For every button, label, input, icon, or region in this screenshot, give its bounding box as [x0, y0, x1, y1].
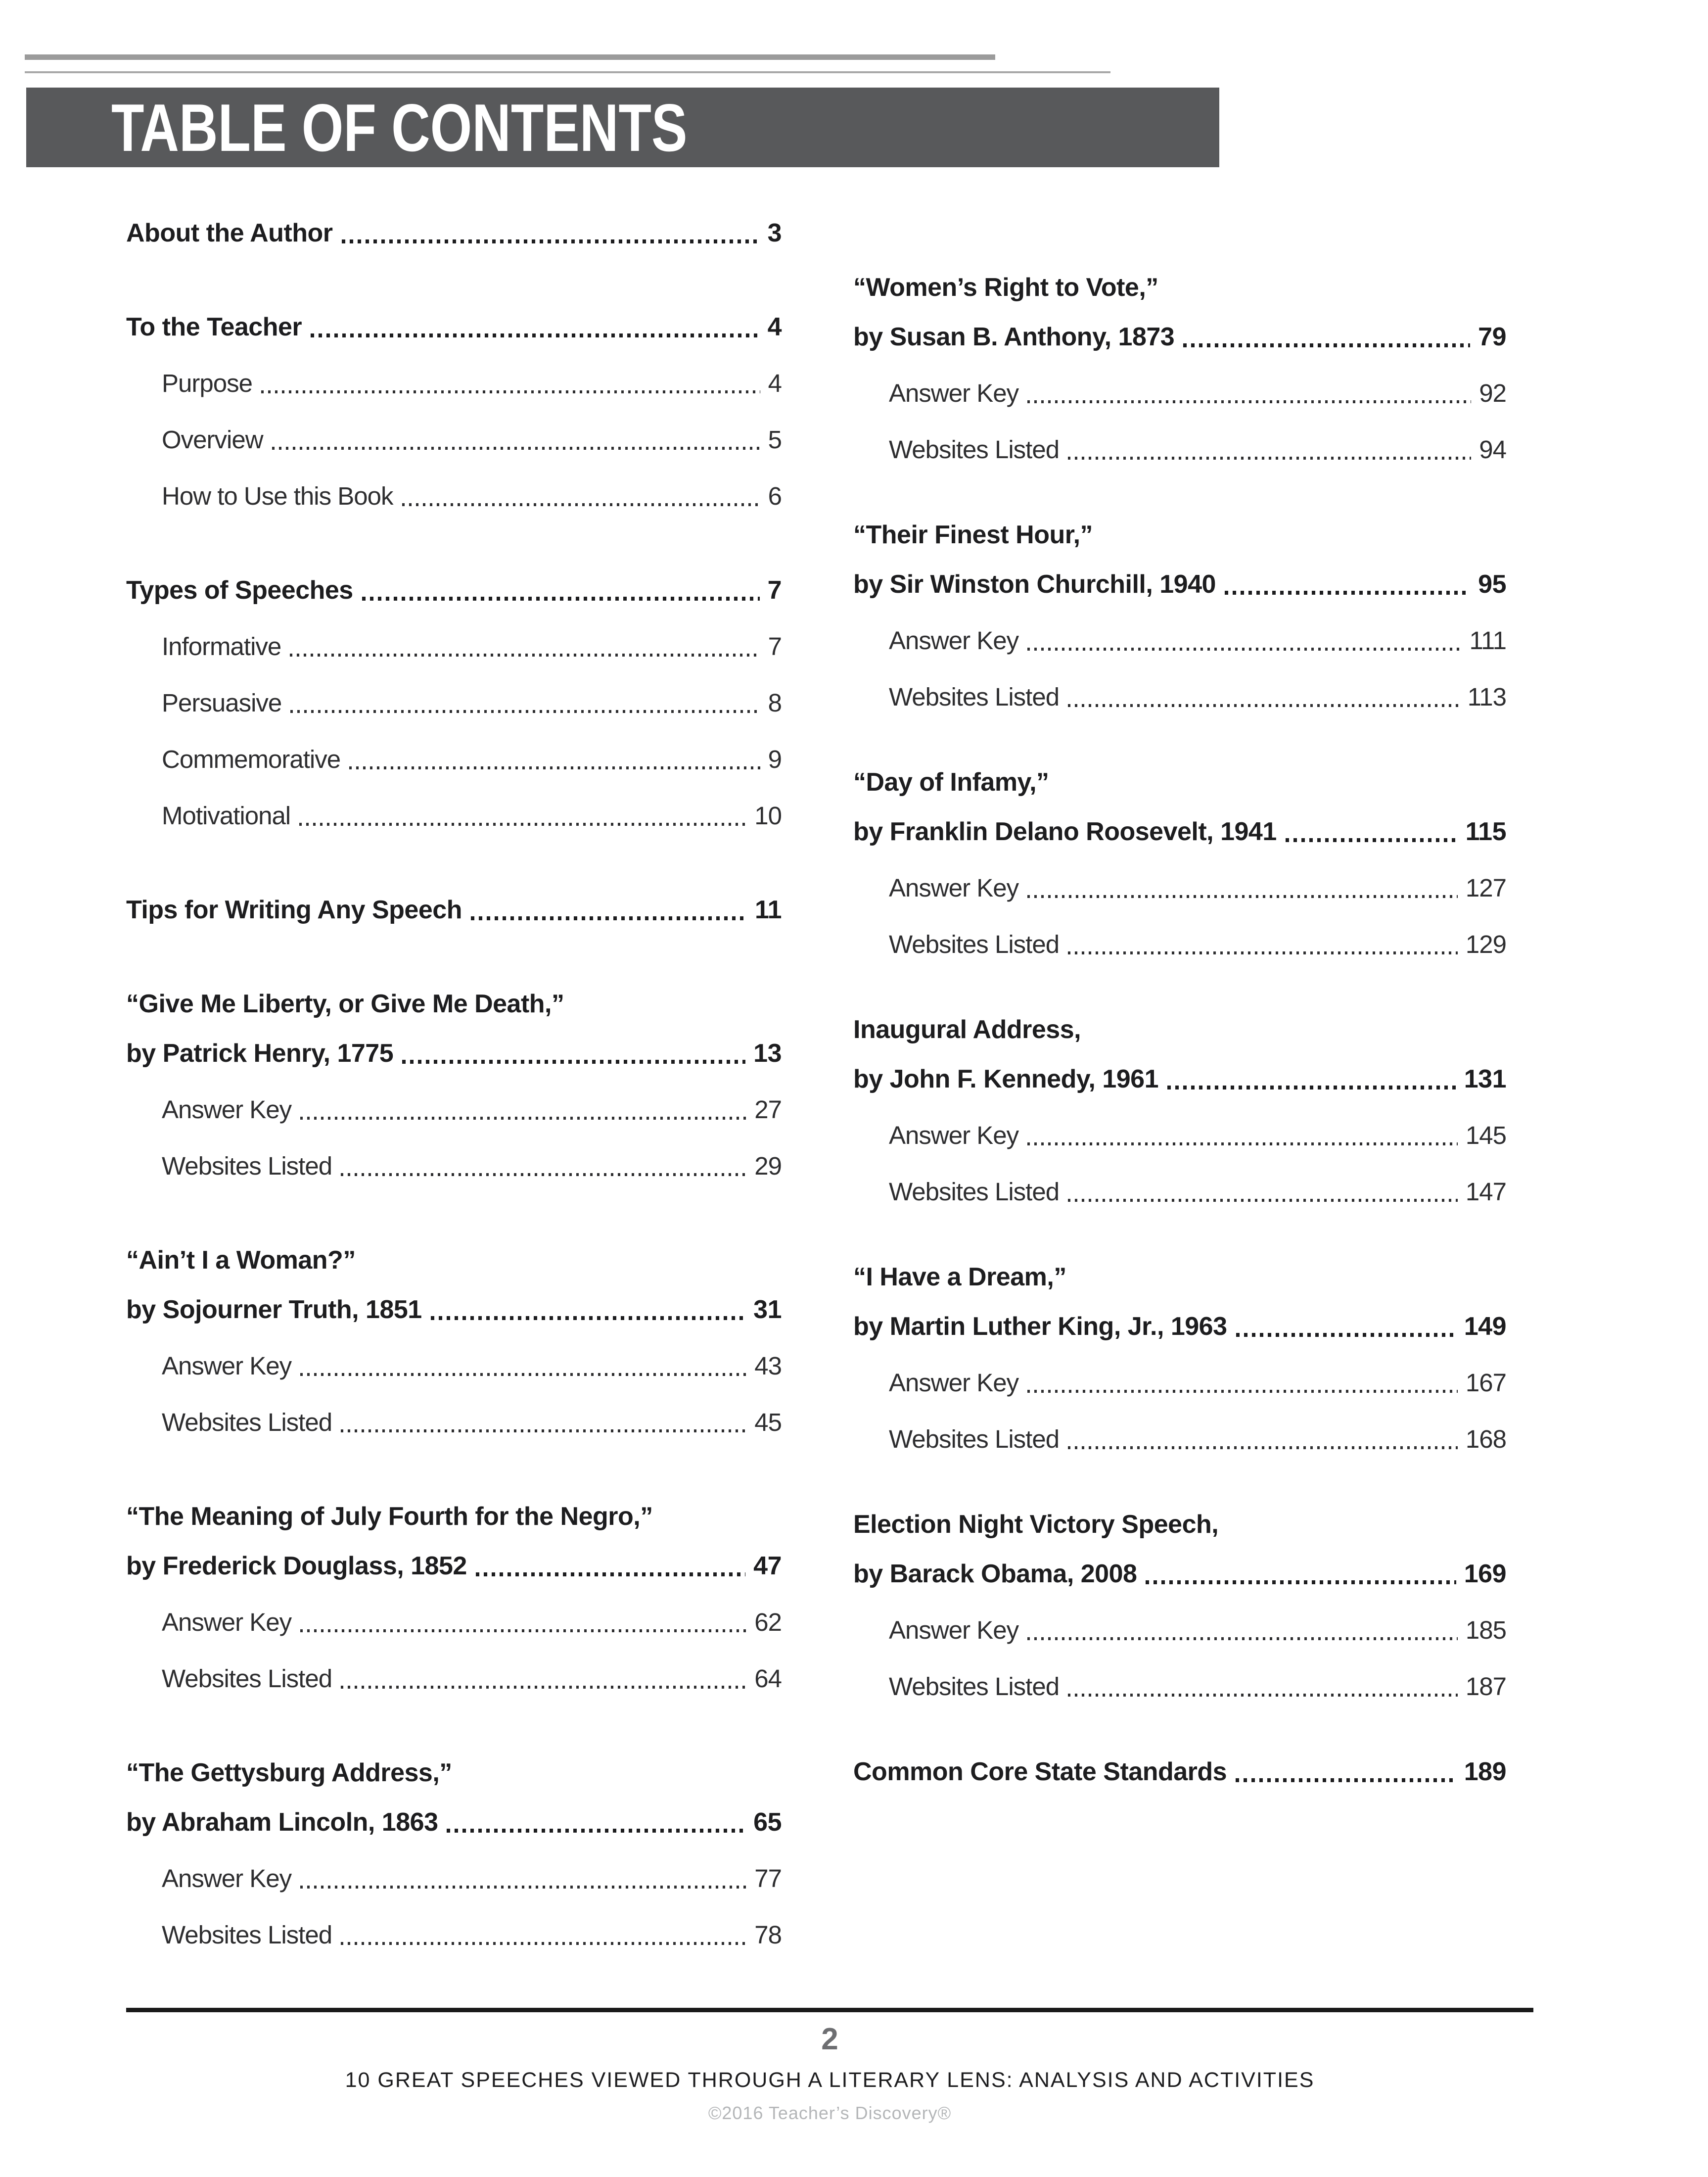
- toc-entry-row: [126, 312, 782, 342]
- toc-block: [853, 1014, 1506, 1207]
- dot-leader: [1286, 838, 1458, 842]
- toc-subentry-row: [853, 873, 1506, 903]
- dot-leader: [471, 916, 747, 920]
- toc-subentry-label: Commemorative: [162, 745, 341, 773]
- toc-entry-label: by Susan B. Anthony, 1873: [853, 323, 1175, 351]
- toc-entry-row: [126, 1757, 782, 1788]
- toc-subentry-label: Motivational: [162, 802, 291, 830]
- toc-subentry-row: [126, 1607, 782, 1638]
- toc-page-number: 47: [753, 1552, 782, 1580]
- toc-page-number: 4: [768, 369, 782, 397]
- toc-entry-label: Tips for Writing Any Speech: [126, 896, 462, 924]
- toc-block: [126, 989, 782, 1182]
- toc-page-number: 187: [1465, 1672, 1506, 1701]
- toc-subentry-row: [126, 801, 782, 831]
- toc-entry-label: by Sojourner Truth, 1851: [126, 1295, 422, 1324]
- toc-entry-label: “Day of Infamy,”: [853, 768, 1049, 797]
- toc-page-number: 4: [767, 313, 782, 341]
- toc-column-left: [126, 218, 782, 1950]
- dot-leader: [341, 1686, 746, 1689]
- toc-page-number: 7: [767, 576, 782, 605]
- toc-block: [853, 520, 1506, 712]
- dot-leader: [1183, 343, 1470, 347]
- toc-page-number: 169: [1464, 1560, 1506, 1588]
- toc-subentry-row: [853, 1671, 1506, 1702]
- toc-entry-row: [126, 1038, 782, 1069]
- dot-leader: [402, 1060, 745, 1064]
- toc-subentry-row: [853, 378, 1506, 409]
- toc-subentry-label: Answer Key: [889, 1121, 1019, 1149]
- toc-block: [853, 272, 1506, 465]
- toc-subentry-row: [126, 688, 782, 718]
- toc-entry-row: [853, 1014, 1506, 1045]
- toc-subentry-row: [126, 481, 782, 512]
- toc-subentry-label: Informative: [162, 632, 281, 661]
- dot-leader: [300, 1373, 746, 1376]
- toc-subentry-label: Websites Listed: [889, 435, 1060, 464]
- toc-entry-label: “I Have a Dream,”: [853, 1263, 1066, 1291]
- toc-page-number: 115: [1465, 817, 1506, 846]
- toc-subentry-row: [126, 1863, 782, 1894]
- dot-leader: [1027, 1637, 1458, 1640]
- dot-leader: [311, 333, 759, 337]
- toc-subentry-row: [853, 625, 1506, 656]
- toc-entry-row: [853, 1064, 1506, 1094]
- toc-entry-row: [126, 1551, 782, 1581]
- toc-subentry-label: Answer Key: [162, 1352, 292, 1380]
- toc-page-number: 11: [755, 896, 782, 924]
- toc-entry-label: “The Gettysburg Address,”: [126, 1758, 452, 1787]
- toc-entry-label: by Martin Luther King, Jr., 1963: [853, 1312, 1227, 1341]
- toc-page-number: 189: [1464, 1757, 1506, 1786]
- dot-leader: [1027, 1390, 1458, 1393]
- toc-page-number: 167: [1465, 1369, 1506, 1397]
- dot-leader: [1236, 1333, 1456, 1337]
- toc-page-number: 113: [1467, 683, 1506, 711]
- toc-entry-row: [853, 1262, 1506, 1292]
- toc-subentry-row: [853, 1615, 1506, 1646]
- toc-subentry-row: [126, 744, 782, 775]
- footer-rule: [126, 2008, 1533, 2012]
- toc-entry-label: by Sir Winston Churchill, 1940: [853, 570, 1216, 599]
- toc-subentry-row: [853, 682, 1506, 712]
- toc-entry-label: About the Author: [126, 219, 333, 247]
- toc-columns: [126, 218, 1506, 1950]
- toc-entry-row: [853, 767, 1506, 798]
- toc-subentry-row: [853, 1424, 1506, 1455]
- toc-subentry-label: Persuasive: [162, 689, 282, 717]
- dot-leader: [1027, 1142, 1458, 1145]
- toc-entry-row: [126, 1294, 782, 1325]
- toc-subentry-row: [853, 1368, 1506, 1398]
- toc-subentry-label: Websites Listed: [889, 1178, 1060, 1206]
- toc-page-number: 10: [754, 802, 782, 830]
- toc-page-number: 3: [767, 219, 782, 247]
- page-number: 2: [821, 2022, 838, 2056]
- toc-entry-label: by Abraham Lincoln, 1863: [126, 1808, 438, 1837]
- dot-leader: [431, 1316, 745, 1320]
- toc-entry-label: Types of Speeches: [126, 576, 353, 605]
- toc-entry-row: [853, 1509, 1506, 1540]
- toc-page-number: 31: [753, 1295, 782, 1324]
- toc-entry-row: [853, 520, 1506, 550]
- book-title: 10 GREAT SPEECHES VIEWED THROUGH A LITERARY LENS: ANALYSIS AND ACTIVITIES: [345, 2068, 1315, 2092]
- toc-block: [126, 895, 782, 925]
- dot-leader: [1225, 591, 1470, 595]
- toc-page-number: 168: [1465, 1425, 1506, 1453]
- toc-subentry-label: Websites Listed: [889, 930, 1060, 958]
- toc-subentry-row: [853, 1177, 1506, 1207]
- toc-block: [853, 1262, 1506, 1455]
- toc-subentry-row: [853, 1120, 1506, 1151]
- toc-page-number: 45: [754, 1408, 782, 1436]
- toc-entry-label: by Frederick Douglass, 1852: [126, 1552, 467, 1580]
- toc-subentry-label: Answer Key: [889, 379, 1019, 407]
- toc-block: [126, 218, 782, 248]
- dot-leader: [1167, 1086, 1456, 1089]
- toc-entry-row: [126, 218, 782, 248]
- dot-leader: [300, 1886, 746, 1889]
- toc-page-number: 131: [1464, 1065, 1506, 1093]
- toc-page-number: 62: [754, 1608, 782, 1636]
- dot-leader: [300, 1117, 746, 1120]
- toc-subentry-label: Answer Key: [162, 1095, 292, 1124]
- toc-subentry-row: [126, 1094, 782, 1125]
- toc-page-number: 65: [753, 1808, 782, 1837]
- toc-entry-label: Inaugural Address,: [853, 1015, 1081, 1044]
- toc-subentry-row: [126, 1663, 782, 1694]
- toc-entry-row: [126, 989, 782, 1019]
- dot-leader: [1068, 1199, 1458, 1202]
- dot-leader: [300, 1629, 746, 1632]
- toc-subentry-label: Websites Listed: [889, 1425, 1060, 1453]
- toc-entry-row: [126, 1245, 782, 1276]
- toc-block: [126, 1501, 782, 1694]
- dot-leader: [349, 766, 760, 769]
- toc-page-number: 145: [1465, 1121, 1506, 1149]
- toc-page-number: 94: [1479, 435, 1506, 464]
- toc-subentry-label: Websites Listed: [162, 1921, 332, 1949]
- toc-page-number: 27: [754, 1095, 782, 1124]
- dot-leader: [1027, 895, 1458, 898]
- toc-entry-label: “Give Me Liberty, or Give Me Death,”: [126, 990, 564, 1018]
- toc-entry-label: “Their Finest Hour,”: [853, 521, 1093, 549]
- dot-leader: [1068, 1446, 1458, 1449]
- toc-subentry-label: Answer Key: [162, 1864, 292, 1893]
- dot-leader: [1146, 1580, 1456, 1584]
- dot-leader: [341, 1173, 746, 1176]
- toc-entry-label: “Women’s Right to Vote,”: [853, 273, 1158, 302]
- dot-leader: [1236, 1778, 1456, 1782]
- toc-subentry-label: Purpose: [162, 369, 252, 397]
- toc-page-number: 95: [1478, 570, 1506, 599]
- dot-leader: [476, 1572, 745, 1576]
- toc-subentry-row: [853, 434, 1506, 465]
- toc-entry-label: by Franklin Delano Roosevelt, 1941: [853, 817, 1277, 846]
- toc-subentry-label: Answer Key: [162, 1608, 292, 1636]
- dot-leader: [1068, 457, 1471, 460]
- toc-subentry-label: Websites Listed: [162, 1664, 332, 1693]
- toc-block: [853, 1756, 1506, 1787]
- toc-subentry-row: [126, 425, 782, 455]
- toc-subentry-row: [126, 368, 782, 399]
- toc-entry-row: [126, 895, 782, 925]
- toc-page-number: 29: [754, 1152, 782, 1180]
- toc-page-number: 64: [754, 1664, 782, 1693]
- dot-leader: [447, 1829, 745, 1833]
- toc-page-number: 147: [1465, 1178, 1506, 1206]
- toc-subentry-label: Websites Listed: [889, 1672, 1060, 1701]
- toc-subentry-label: Websites Listed: [162, 1152, 332, 1180]
- toc-entry-label: Election Night Victory Speech,: [853, 1510, 1219, 1539]
- toc-subentry-row: [126, 1407, 782, 1438]
- dot-leader: [362, 597, 760, 601]
- toc-block: [853, 1509, 1506, 1702]
- toc-page-number: 127: [1465, 874, 1506, 902]
- toc-page-number: 7: [768, 632, 782, 661]
- dot-leader: [290, 654, 760, 657]
- toc-entry-label: Common Core State Standards: [853, 1757, 1227, 1786]
- top-decorative-rule: [25, 71, 1110, 73]
- toc-page-number: 6: [768, 482, 782, 510]
- toc-block: [126, 575, 782, 831]
- toc-entry-label: by Patrick Henry, 1775: [126, 1039, 394, 1068]
- toc-page-number: 79: [1478, 323, 1506, 351]
- toc-page-number: 5: [768, 426, 782, 454]
- toc-entry-row: [853, 272, 1506, 303]
- dot-leader: [1027, 400, 1471, 403]
- page-title: TABLE OF CONTENTS: [111, 90, 688, 165]
- toc-column-right: [853, 218, 1506, 1787]
- toc-entry-row: [853, 1559, 1506, 1589]
- toc-subentry-label: Answer Key: [889, 874, 1019, 902]
- toc-page-number: 43: [754, 1352, 782, 1380]
- toc-entry-label: To the Teacher: [126, 313, 302, 341]
- dot-leader: [1068, 1694, 1458, 1697]
- toc-page-number: 129: [1465, 930, 1506, 958]
- toc-page-number: 92: [1479, 379, 1506, 407]
- toc-subentry-label: Answer Key: [889, 1369, 1019, 1397]
- toc-entry-label: by John F. Kennedy, 1961: [853, 1065, 1159, 1093]
- toc-page-number: 9: [768, 745, 782, 773]
- toc-entry-row: [126, 575, 782, 606]
- dot-leader: [1027, 648, 1461, 651]
- toc-block: [853, 767, 1506, 960]
- toc-page-number: 111: [1469, 626, 1506, 655]
- toc-page-number: 149: [1464, 1312, 1506, 1341]
- toc-page-number: 185: [1465, 1616, 1506, 1644]
- toc-subentry-row: [126, 631, 782, 662]
- toc-subentry-label: Answer Key: [889, 1616, 1019, 1644]
- dot-leader: [299, 823, 746, 826]
- header-band: [26, 88, 1219, 167]
- dot-leader: [290, 710, 760, 713]
- toc-subentry-row: [853, 929, 1506, 960]
- toc-page-number: 78: [754, 1921, 782, 1949]
- dot-leader: [341, 1942, 746, 1945]
- toc-subentry-label: How to Use this Book: [162, 482, 393, 510]
- toc-subentry-label: Answer Key: [889, 626, 1019, 655]
- toc-entry-label: by Barack Obama, 2008: [853, 1560, 1137, 1588]
- dot-leader: [261, 390, 760, 393]
- toc-entry-row: [126, 1501, 782, 1532]
- dot-leader: [342, 239, 760, 243]
- dot-leader: [402, 503, 760, 506]
- toc-subentry-row: [126, 1920, 782, 1950]
- toc-subentry-row: [126, 1151, 782, 1182]
- toc-entry-row: [853, 569, 1506, 600]
- toc-subentry-label: Websites Listed: [889, 683, 1060, 711]
- toc-entry-row: [853, 1756, 1506, 1787]
- toc-entry-row: [853, 1311, 1506, 1342]
- toc-page-number: 8: [768, 689, 782, 717]
- dot-leader: [272, 447, 760, 450]
- toc-block: [126, 1245, 782, 1438]
- toc-page-number: 13: [753, 1039, 782, 1068]
- dot-leader: [1068, 704, 1460, 707]
- toc-block: [126, 1757, 782, 1950]
- toc-entry-label: “The Meaning of July Fourth for the Negro,”: [126, 1502, 653, 1531]
- toc-entry-row: [853, 322, 1506, 352]
- toc-entry-row: [853, 816, 1506, 847]
- toc-entry-label: “Ain’t I a Woman?”: [126, 1246, 356, 1275]
- copyright-line: ©2016 Teacher’s Discovery®: [708, 2103, 952, 2123]
- toc-page-number: 77: [754, 1864, 782, 1893]
- toc-subentry-label: Overview: [162, 426, 263, 454]
- toc-entry-row: [126, 1807, 782, 1838]
- toc-block: [126, 312, 782, 512]
- toc-subentry-row: [126, 1351, 782, 1381]
- dot-leader: [1068, 951, 1458, 954]
- top-decorative-bar: [25, 54, 995, 60]
- toc-subentry-label: Websites Listed: [162, 1408, 332, 1436]
- dot-leader: [341, 1429, 746, 1432]
